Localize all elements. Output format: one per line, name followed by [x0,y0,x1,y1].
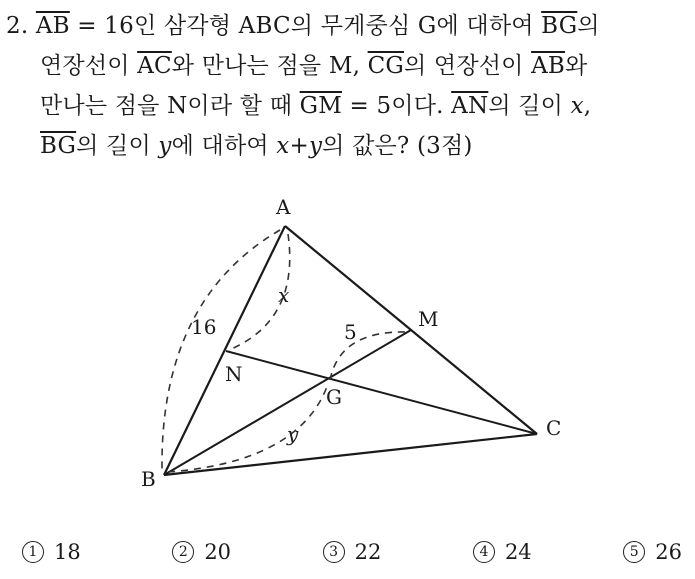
variable-y: y [158,133,172,159]
segment-ab: $\overline{AB}$ [531,53,566,79]
problem-text-run: 와 만나는 점을 M, [171,53,368,79]
length-label-x: x [278,283,290,307]
choice-number-circle: 4 [473,541,495,563]
side-ab [164,226,285,475]
point-label-a: A [276,195,291,219]
choice-value: 26 [655,540,682,564]
segment-ac: $\overline{AC}$ [137,53,172,79]
problem-text-run: 에 대하여 [171,133,277,159]
choice-1[interactable] [22,540,81,564]
point-label-c: C [546,416,562,440]
problem-text-run: 의 [577,13,600,39]
problem-text-run: 의 길이 [488,93,571,119]
choice-4[interactable] [473,540,532,564]
choice-number-circle: 5 [623,541,645,563]
point-label-g: G [326,385,342,409]
choice-number-circle: 1 [22,541,44,563]
point-label-b: B [141,467,156,491]
arc-ab-length [162,230,280,470]
segment-bg: $\overline{BG}$ [541,13,578,39]
problem-text-run: 의 길이 [76,133,159,159]
segment-an: $\overline{AN}$ [451,93,489,119]
problem-text-run: 의 값은? (3점) [322,133,473,159]
problem-text-run: 와 [565,53,588,79]
choice-2[interactable] [172,540,231,564]
length-label-5: 5 [344,320,357,344]
segment-gm: $\overline{GM}$ [299,93,342,119]
segment-bg: $\overline{BG}$ [40,133,77,159]
segment-ab: $\overline{AB}$ [35,13,70,39]
problem-text-run: , [583,93,592,119]
problem-text-run: = 5이다. [341,93,452,119]
problem-text-run: = 16인 삼각형 ABC의 무게중심 G에 대하여 [69,13,542,39]
choice-number-circle: 3 [323,541,345,563]
problem-text-run: 만나는 점을 N이라 할 때 [40,93,300,119]
length-label-y: y [287,422,299,446]
choice-value: 18 [54,540,81,564]
problem-text-run: + [289,133,309,159]
median-cn [226,351,537,434]
point-label-m: M [418,307,439,331]
length-label-16: 16 [191,315,217,339]
choice-3[interactable] [323,540,382,564]
point-label-n: N [225,362,243,386]
median-bm [164,330,411,475]
problem-text-run: 연장선이 [40,53,138,79]
choice-value: 24 [504,540,532,564]
choice-5[interactable] [623,540,682,564]
variable-y: y [308,133,323,159]
side-bc [164,434,537,475]
answer-choices [22,540,682,564]
choice-number-circle: 2 [172,541,194,563]
variable-x: x [276,133,290,159]
problem-text-run: 의 연장선이 [404,53,532,79]
choice-value: 22 [354,540,382,564]
choice-value: 20 [204,540,232,564]
problem-number: 2. [6,13,29,39]
variable-x: x [570,93,584,119]
segment-cg: $\overline{CG}$ [367,53,404,79]
